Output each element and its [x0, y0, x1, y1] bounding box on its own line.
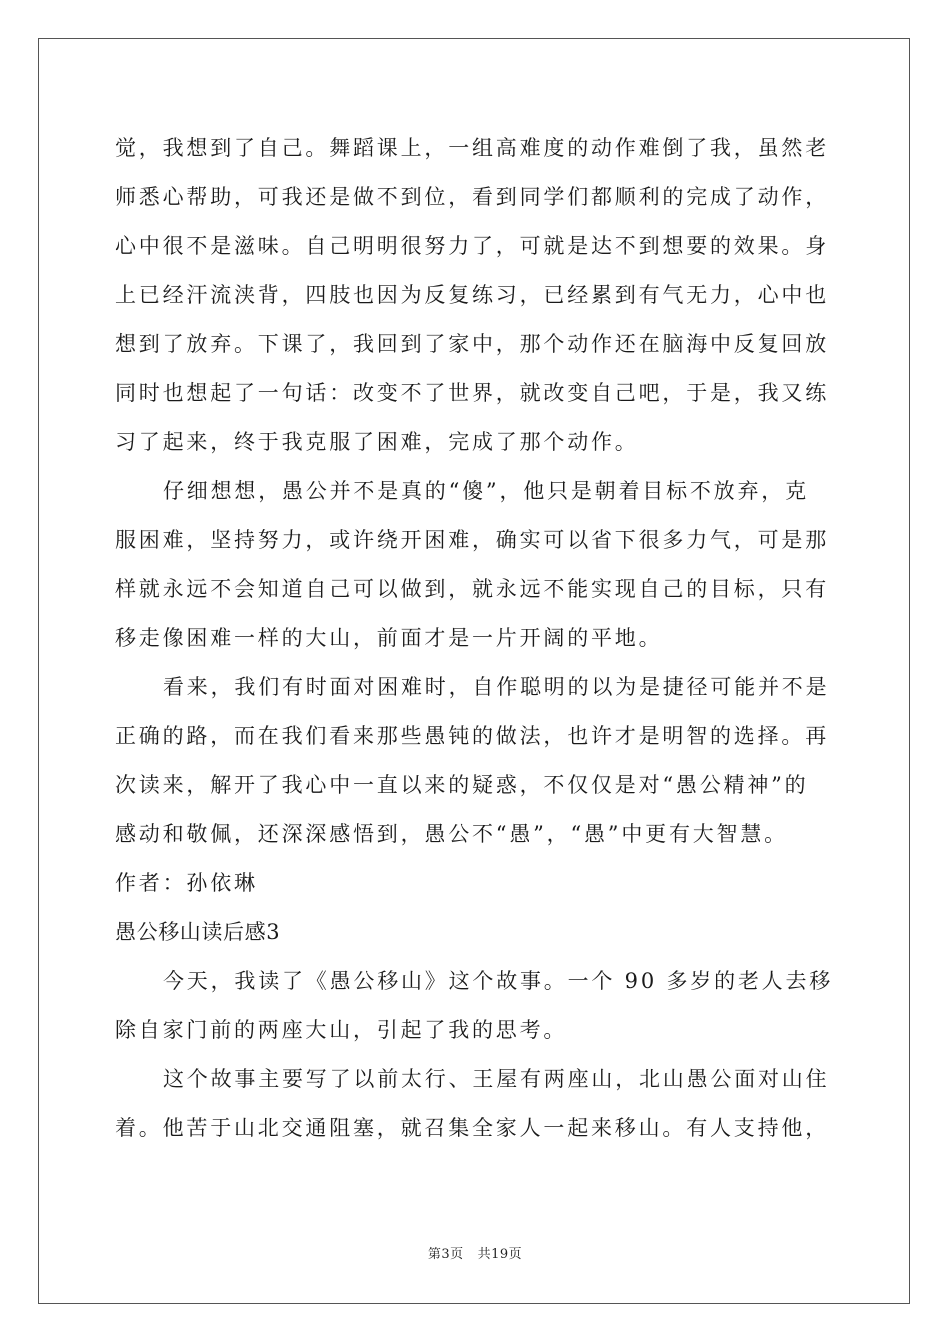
- total-pages: 共19页: [477, 1247, 523, 1262]
- paragraph-first-line: 看来，我们有时面对困难时，自作聪明的以为是捷径可能并不是: [163, 675, 830, 699]
- text-line: 正确的路，而在我们看来那些愚钝的做法，也许才是明智的选择。再: [115, 724, 829, 748]
- text-line: 师悉心帮助，可我还是做不到位，看到同学们都顺利的完成了动作，: [115, 185, 829, 209]
- section-title: 愚公移山读后感3: [115, 920, 281, 944]
- page-number: 第3页: [427, 1247, 464, 1262]
- document-body: [115, 124, 835, 1153]
- author-line: 作者：孙依琳: [115, 871, 258, 895]
- page-footer: [0, 1243, 950, 1262]
- text-line: 心中很不是滋味。自己明明很努力了，可就是达不到想要的效果。身: [115, 234, 829, 258]
- text-line: 移走像困难一样的大山，前面才是一片开阔的平地。: [115, 626, 663, 650]
- text-line: 上已经汗流浃背，四肢也因为反复练习，已经累到有气无力，心中也: [115, 283, 829, 307]
- paragraph-first-line: 今天，我读了《愚公移山》这个故事。一个 90 多岁的老人去移: [163, 969, 834, 993]
- text-line: 样就永远不会知道自己可以做到，就永远不能实现自己的目标，只有: [115, 577, 829, 601]
- paragraph-first-line: 这个故事主要写了以前太行、王屋有两座山，北山愚公面对山住: [163, 1067, 830, 1091]
- text-line: 着。他苦于山北交通阻塞，就召集全家人一起来移山。有人支持他，: [115, 1116, 829, 1140]
- text-line: 觉，我想到了自己。舞蹈课上，一组高难度的动作难倒了我，虽然老: [115, 136, 829, 160]
- text-line: 想到了放弃。下课了，我回到了家中，那个动作还在脑海中反复回放: [115, 332, 829, 356]
- text-line: 感动和敬佩，还深深感悟到，愚公不“愚”，“愚”中更有大智慧。: [115, 822, 788, 846]
- text-line: 习了起来，终于我克服了困难，完成了那个动作。: [115, 430, 639, 454]
- text-line: 同时也想起了一句话：改变不了世界，就改变自己吧，于是，我又练: [115, 381, 829, 405]
- paragraph-first-line: 仔细想想，愚公并不是真的“傻”，他只是朝着目标不放弃，克: [163, 479, 809, 503]
- text-line: 次读来，解开了我心中一直以来的疑惑，不仅仅是对“愚公精神”的: [115, 773, 809, 797]
- text-line: 除自家门前的两座大山，引起了我的思考。: [115, 1018, 568, 1042]
- text-line: 服困难，坚持努力，或许绕开困难，确实可以省下很多力气，可是那: [115, 528, 829, 552]
